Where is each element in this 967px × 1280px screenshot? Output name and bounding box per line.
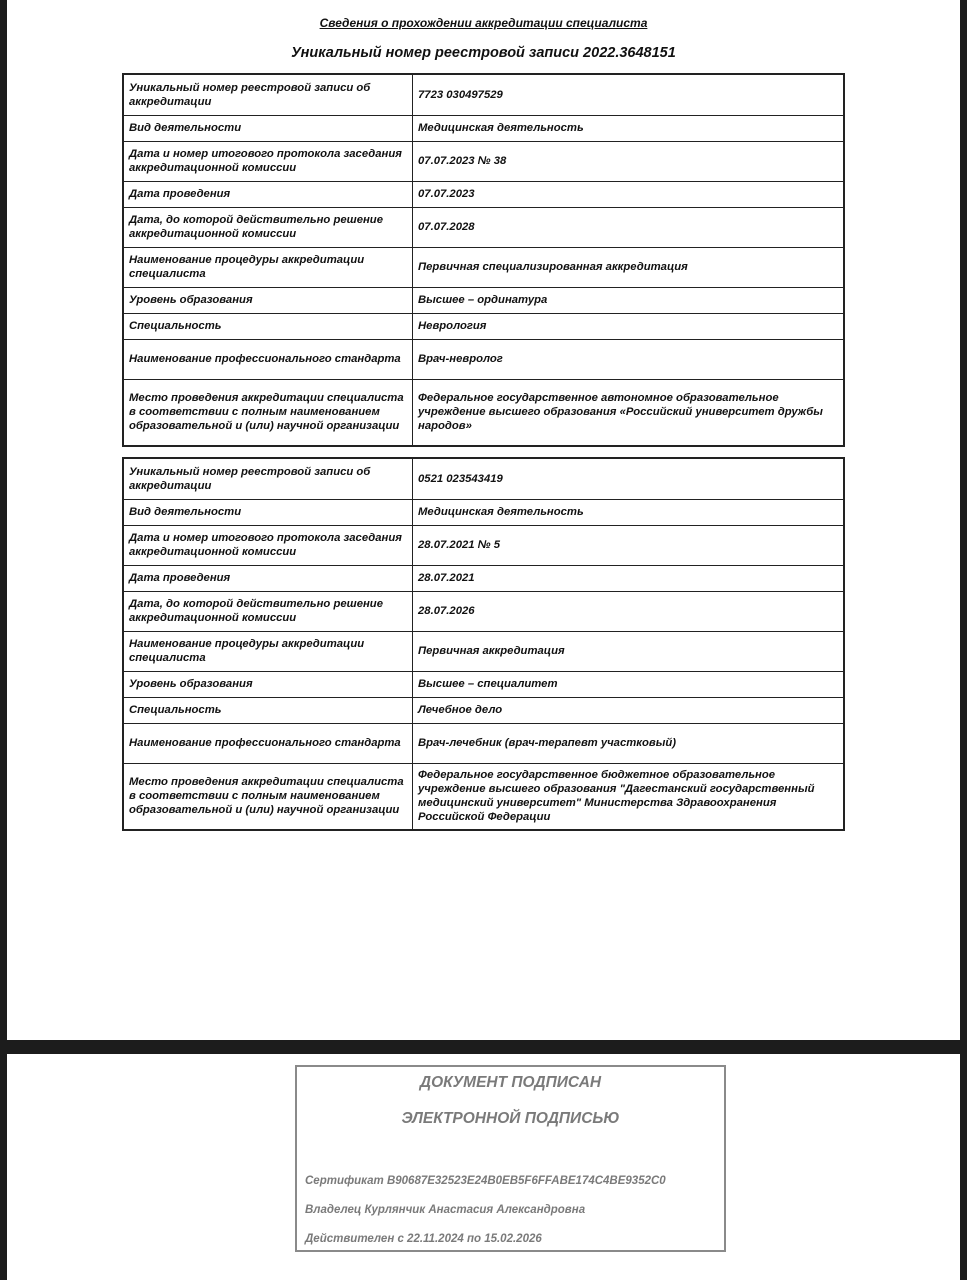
- stamp-heading-line-1: ДОКУМЕНТ ПОДПИСАН: [419, 1074, 602, 1091]
- table-row: [123, 525, 844, 565]
- table-row: [123, 207, 844, 247]
- row-value: Высшее – ординатура: [413, 287, 845, 313]
- table-row: [123, 458, 844, 499]
- table-row: [123, 697, 844, 723]
- row-label: Место проведения аккредитации специалиста в соответствии с полным наименованием образовательной и (или) научной организации: [123, 379, 413, 446]
- row-value: 0521 023543419: [413, 458, 845, 499]
- document-subtitle: Сведения о прохождении аккредитации специалиста: [319, 16, 648, 30]
- row-value: Медицинская деятельность: [413, 499, 845, 525]
- accreditation-record-table-2: [122, 457, 845, 831]
- table-row: [123, 499, 844, 525]
- row-value: 07.07.2028: [413, 207, 845, 247]
- row-value: Первичная аккредитация: [413, 631, 845, 671]
- row-label: Наименование профессионального стандарта: [123, 723, 413, 763]
- table-row: [123, 339, 844, 379]
- row-label: Вид деятельности: [123, 115, 413, 141]
- row-value: 28.07.2021 № 5: [413, 525, 845, 565]
- table-row: [123, 631, 844, 671]
- table-row: [123, 591, 844, 631]
- stamp-heading-line-2: ЭЛЕКТРОННОЙ ПОДПИСЬЮ: [401, 1110, 620, 1127]
- row-label: Уникальный номер реестровой записи об аккредитации: [123, 458, 413, 499]
- row-value: Высшее – специалитет: [413, 671, 845, 697]
- stamp-owner: Владелец Курлянчик Анастасия Александровна: [305, 1204, 586, 1216]
- row-label: Специальность: [123, 697, 413, 723]
- row-value: Неврология: [413, 313, 845, 339]
- document-page-2: [7, 1054, 960, 1280]
- table-row: [123, 379, 844, 446]
- row-value: Лечебное дело: [413, 697, 845, 723]
- table-row: [123, 115, 844, 141]
- row-value: Федеральное государственное автономное образовательное учреждение высшего образования «Российский университет дружбы народов»: [413, 379, 845, 446]
- table-row: [123, 313, 844, 339]
- row-label: Наименование профессионального стандарта: [123, 339, 413, 379]
- row-label: Дата и номер итогового протокола заседания аккредитационной комиссии: [123, 141, 413, 181]
- row-label: Наименование процедуры аккредитации специалиста: [123, 247, 413, 287]
- row-label: Специальность: [123, 313, 413, 339]
- row-value: Врач-лечебник (врач-терапевт участковый): [413, 723, 845, 763]
- row-label: Уникальный номер реестровой записи об аккредитации: [123, 74, 413, 115]
- row-label: Наименование процедуры аккредитации специалиста: [123, 631, 413, 671]
- accreditation-record-table-1: [122, 73, 845, 447]
- row-value: 7723 030497529: [413, 74, 845, 115]
- row-label: Дата проведения: [123, 565, 413, 591]
- row-label: Дата проведения: [123, 181, 413, 207]
- document-title: Уникальный номер реестровой записи 2022.3648151: [291, 45, 676, 61]
- table-row: [123, 763, 844, 830]
- stamp-validity: Действителен с 22.11.2024 по 15.02.2026: [305, 1233, 542, 1245]
- row-label: Уровень образования: [123, 671, 413, 697]
- table-row: [123, 141, 844, 181]
- row-value: 28.07.2021: [413, 565, 845, 591]
- row-value: Медицинская деятельность: [413, 115, 845, 141]
- table-row: [123, 247, 844, 287]
- row-value: Федеральное государственное бюджетное образовательное учреждение высшего образования "Дагестанский государственный медицинский университет" Министерства Здравоохранения Российской Федерации: [413, 763, 845, 830]
- row-label: Дата и номер итогового протокола заседания аккредитационной комиссии: [123, 525, 413, 565]
- row-label: Уровень образования: [123, 287, 413, 313]
- table-row: [123, 74, 844, 115]
- table-row: [123, 723, 844, 763]
- table-row: [123, 671, 844, 697]
- row-value: 07.07.2023: [413, 181, 845, 207]
- row-value: Врач-невролог: [413, 339, 845, 379]
- row-value: 28.07.2026: [413, 591, 845, 631]
- document-page-1: [7, 0, 960, 1040]
- table-row: [123, 565, 844, 591]
- stamp-certificate: Сертификат B90687E32523E24B0EB5F6FFABE174C4BE9352C0: [305, 1175, 666, 1187]
- table-row: [123, 181, 844, 207]
- row-label: Дата, до которой действительно решение аккредитационной комиссии: [123, 207, 413, 247]
- table-row: [123, 287, 844, 313]
- row-label: Вид деятельности: [123, 499, 413, 525]
- row-value: Первичная специализированная аккредитация: [413, 247, 845, 287]
- row-label: Дата, до которой действительно решение аккредитационной комиссии: [123, 591, 413, 631]
- row-value: 07.07.2023 № 38: [413, 141, 845, 181]
- electronic-signature-stamp: [295, 1065, 726, 1252]
- row-label: Место проведения аккредитации специалиста в соответствии с полным наименованием образовательной и (или) научной организации: [123, 763, 413, 830]
